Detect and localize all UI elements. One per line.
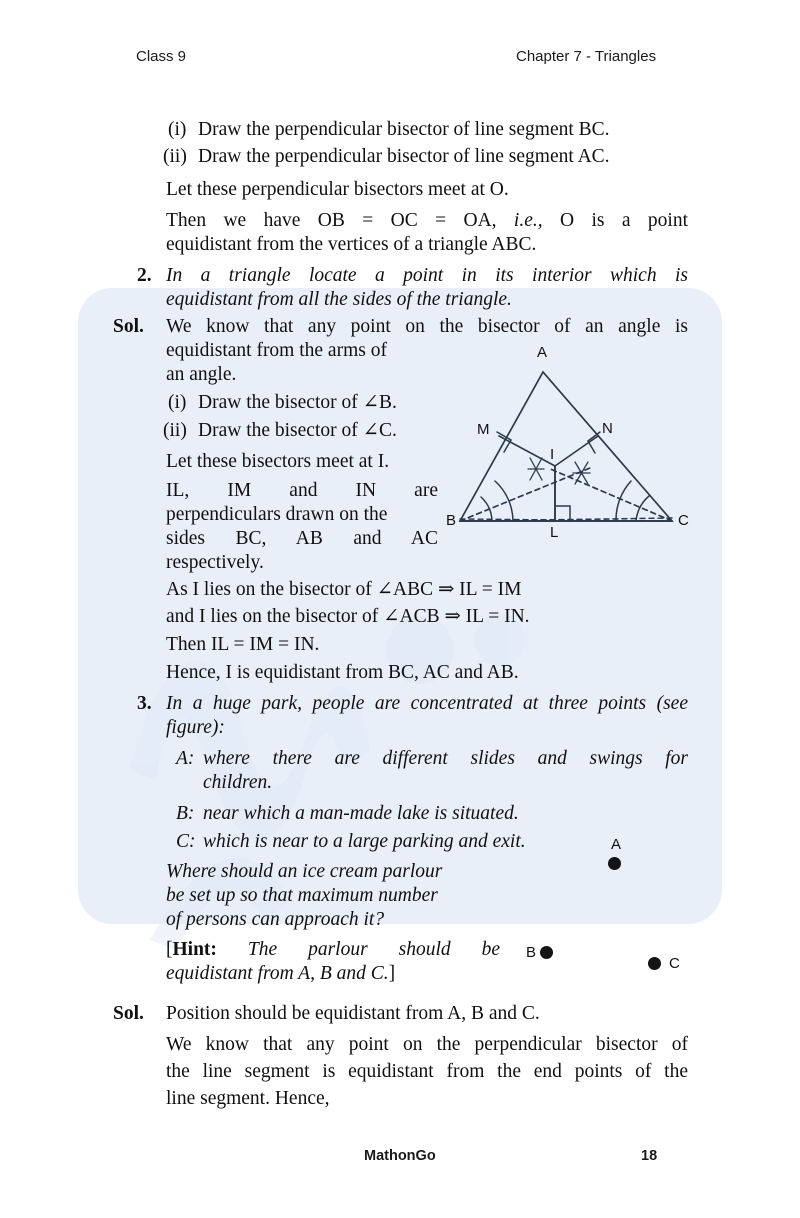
q1-step-ii-marker: (ii)	[163, 146, 187, 167]
q2-line-then-il: Then IL = IM = IN.	[166, 634, 320, 655]
header-class-label: Class 9	[136, 48, 187, 65]
q3-point-a-label: A:	[176, 748, 195, 769]
point-dot-a	[608, 857, 621, 870]
q3-point-a-text2: children.	[203, 772, 273, 793]
hint-bracket-open: [	[166, 939, 173, 960]
q2-line-hence: Hence, I is equidistant from BC, AC and AB.	[166, 662, 519, 683]
q2-line-sides: sides BC, AB and AC	[166, 528, 438, 549]
point-label-c: C	[669, 955, 680, 972]
three-points-figure	[510, 830, 730, 990]
triangle-label-i: I	[550, 446, 555, 463]
q3-point-b-text: near which a man-made lake is situated.	[203, 803, 519, 824]
hint-text2: equidistant from A, B and C.	[166, 963, 389, 984]
triangle-label-a: A	[537, 344, 548, 361]
q2-sol-line2: equidistant from the arms of	[166, 340, 387, 361]
point-label-a: A	[611, 836, 622, 853]
triangle-label-n: N	[602, 420, 613, 437]
page-footer	[0, 1148, 800, 1172]
q3-see-text: (see	[656, 693, 688, 714]
segment-im	[499, 436, 555, 466]
q2-question-line2: equidistant from all the sides of the triangle.	[166, 289, 512, 310]
q2-sol-label: Sol.	[113, 316, 144, 337]
triangle-label-m: M	[477, 421, 490, 438]
q1-point-text: O is a point	[560, 210, 689, 231]
q3-where-line1: Where should an ice cream parlour	[166, 861, 443, 882]
point-dot-c	[648, 957, 661, 970]
triangle-label-c: C	[678, 512, 689, 529]
q2-sol-line3: an angle.	[166, 364, 237, 385]
q2-line-perpendiculars: perpendiculars drawn on the	[166, 504, 388, 525]
q3-point-a-text1: where there are different slides and swings for	[203, 748, 688, 769]
bisector-c-to-i	[548, 468, 672, 521]
point-label-b: B	[526, 944, 537, 961]
q2-line-and-i-lies: and I lies on the bisector of ∠ACB ⇒ IL = IN.	[166, 606, 530, 627]
incenter-triangle-figure	[440, 340, 720, 560]
q2-question-line1: In a triangle locate a point in its interior which is	[166, 265, 688, 286]
angle-arc-c2	[616, 481, 631, 521]
hint-bracket-close: ]	[388, 963, 396, 984]
triangle-label-b: B	[446, 512, 457, 529]
construction-arc-right	[573, 462, 590, 484]
q3-sol-line4: line segment. Hence,	[166, 1088, 330, 1109]
q2-step-i-text: Draw the bisector of ∠B.	[198, 392, 397, 413]
header-chapter-label: Chapter 7 - Triangles	[516, 48, 657, 65]
q3-where-line2: be set up so that maximum number	[166, 885, 438, 906]
q3-point-b-label: B:	[176, 803, 195, 824]
segment-in	[555, 436, 598, 466]
triangle-label-l: L	[550, 524, 559, 541]
q2-line-bisectors-meet: Let these bisectors meet at I.	[166, 451, 390, 472]
q2-sol-line1: We know that any point on the bisector of an angle is	[166, 316, 688, 337]
q3-point-c-label: C:	[176, 831, 196, 852]
q3-sol-line1: Position should be equidistant from A, B and C.	[166, 1003, 540, 1024]
q3-number: 3.	[137, 693, 152, 714]
construction-arc-left	[528, 458, 544, 480]
q1-ob-text: Then we have OB = OC = OA,	[166, 210, 497, 231]
q1-line-ob-oc-oa	[166, 207, 688, 234]
hint-text1: The parlour should be	[247, 939, 500, 960]
q1-line-meet-at-o: Let these perpendicular bisectors meet at O.	[166, 179, 509, 200]
q1-step-i-text: Draw the perpendicular bisector of line segment BC.	[198, 119, 610, 140]
q2-step-ii-marker: (ii)	[163, 420, 187, 441]
q1-line-equidistant-vertices: equidistant from the vertices of a triangle ABC.	[166, 234, 537, 255]
q2-line-respectively: respectively.	[166, 552, 264, 573]
q3-question-line1	[166, 690, 688, 717]
page-header	[0, 48, 800, 72]
point-dot-b	[540, 946, 553, 959]
q3-point-c-text: which is near to a large parking and exit.	[203, 831, 526, 852]
q2-step-i-marker: (i)	[168, 392, 187, 413]
q2-line-as-i-lies: As I lies on the bisector of ∠ABC ⇒ IL = IM	[166, 579, 522, 600]
q1-ie-text: i.e.,	[513, 210, 543, 231]
q3-hint-line1	[166, 936, 500, 963]
q3-where-line3: of persons can approach it?	[166, 909, 385, 930]
q3-sol-line2: We know that any point on the perpendicular bisector of	[166, 1034, 688, 1055]
q3-question-text: In a huge park, people are concentrated at three points	[166, 693, 647, 714]
q3-hint-line2	[166, 960, 395, 987]
footer-page-number: 18	[641, 1148, 658, 1164]
q2-number: 2.	[137, 265, 152, 286]
q1-step-i-marker: (i)	[168, 119, 187, 140]
q2-line-il-im-in: IL, IM and IN are	[166, 480, 438, 501]
right-angle-l	[555, 506, 570, 521]
footer-brand: MathonGo	[364, 1148, 436, 1164]
q1-step-ii-text: Draw the perpendicular bisector of line segment AC.	[198, 146, 610, 167]
q3-sol-line3: the line segment is equidistant from the end points of the	[166, 1061, 688, 1082]
q3-question-line2: figure):	[166, 717, 225, 738]
triangle-outline	[460, 372, 672, 521]
q3-sol-label: Sol.	[113, 1003, 144, 1024]
hint-label: Hint:	[172, 939, 217, 960]
q2-step-ii-text: Draw the bisector of ∠C.	[198, 420, 397, 441]
